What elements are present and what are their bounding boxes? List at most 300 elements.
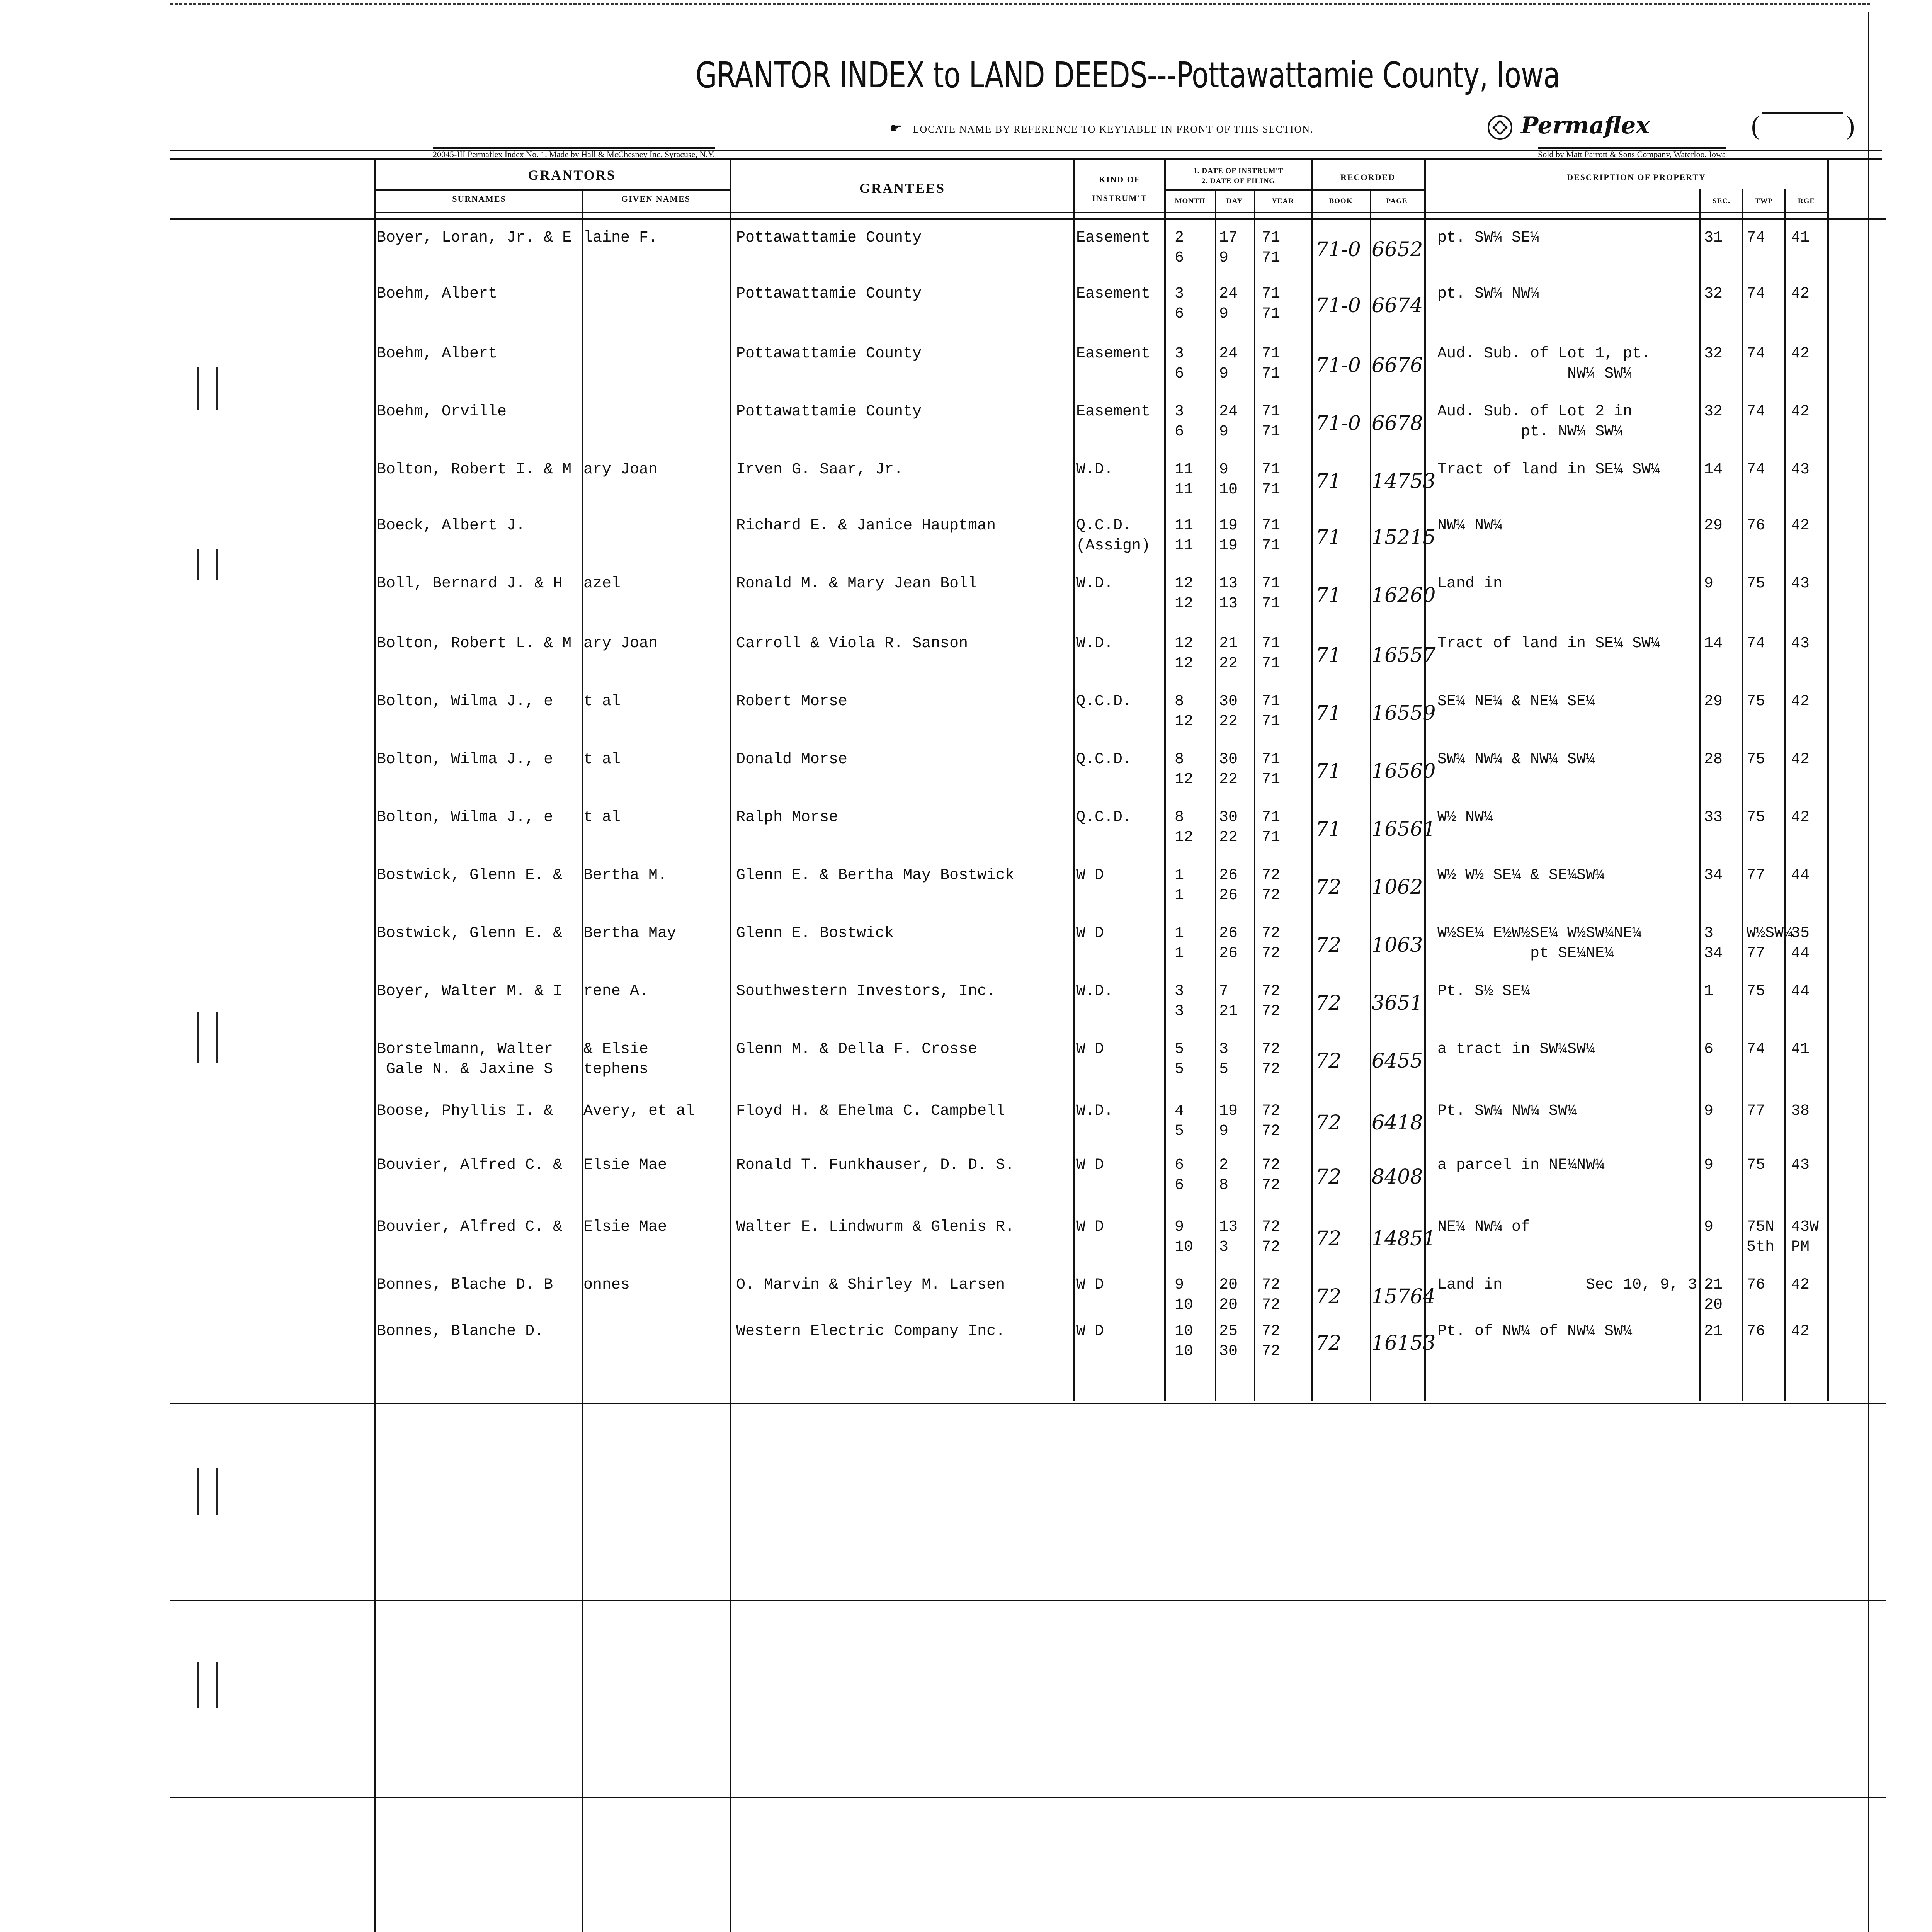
cell-grantee: Walter E. Lindwurm & Glenis R. xyxy=(736,1218,1015,1236)
cell-kind: W.D. xyxy=(1076,983,1114,1000)
cell-sec: 21 20 xyxy=(1704,1276,1723,1314)
cell-year: 71 71 xyxy=(1262,285,1281,323)
cell-surname: Borstelmann, Walter Gale N. & Jaxine S xyxy=(377,1041,553,1078)
cell-kind: Q.C.D. xyxy=(1076,809,1132,826)
cell-given: Elsie Mae xyxy=(583,1218,667,1236)
cell-page: 6678 xyxy=(1372,412,1423,435)
cell-kind: Q.C.D. xyxy=(1076,751,1132,768)
cell-book: 71-0 xyxy=(1316,412,1361,435)
cell-day: 21 22 xyxy=(1219,635,1238,672)
cell-year: 71 71 xyxy=(1262,229,1281,267)
cell-rge: 42 xyxy=(1791,809,1810,826)
table-row xyxy=(0,923,1932,981)
cell-month: 8 12 xyxy=(1175,809,1194,846)
cell-page: 6652 xyxy=(1372,238,1423,261)
table-row xyxy=(0,1039,1932,1097)
date-filing-header: 2. DATE OF FILING xyxy=(1201,177,1276,185)
locate-note-text: LOCATE NAME BY REFERENCE TO KEYTABLE IN FRONT OF THIS SECTION. xyxy=(913,124,1314,135)
cell-page: 16260 xyxy=(1372,584,1436,607)
cell-surname: Boehm, Albert xyxy=(377,285,498,303)
cell-given: Bertha M. xyxy=(583,867,667,884)
index-letter-box xyxy=(1762,112,1843,141)
printer-imprint: 20045-III Permaflex Index No. 1. Made by Hall & McChesney Inc. Syracuse, N.Y. xyxy=(433,147,715,161)
cell-page: 14851 xyxy=(1372,1227,1436,1250)
table-row xyxy=(0,866,1932,923)
cell-surname: Bolton, Wilma J., e xyxy=(377,693,553,710)
cell-book: 71 xyxy=(1316,644,1342,667)
cell-page: 1063 xyxy=(1372,934,1423,957)
cell-sec: 32 xyxy=(1704,345,1723,362)
cell-rge: 42 xyxy=(1791,1323,1810,1340)
cell-book: 71-0 xyxy=(1316,238,1361,261)
cell-surname: Bouvier, Alfred C. & xyxy=(377,1218,563,1236)
cell-kind: W.D. xyxy=(1076,635,1114,652)
cell-sec: 14 xyxy=(1704,461,1723,478)
cell-desc: Land in xyxy=(1437,575,1503,592)
cell-desc: a tract in SW¼SW¼ xyxy=(1437,1041,1595,1058)
cell-sec: 29 xyxy=(1704,693,1723,710)
cell-day: 20 20 xyxy=(1219,1276,1238,1314)
cell-book: 72 xyxy=(1316,992,1342,1015)
cell-month: 11 11 xyxy=(1175,517,1194,554)
cell-kind: W.D. xyxy=(1076,575,1114,592)
cell-surname: Boehm, Orville xyxy=(377,403,507,420)
cell-year: 72 72 xyxy=(1262,1323,1281,1360)
cell-page: 3651 xyxy=(1372,992,1423,1015)
cell-year: 71 71 xyxy=(1262,809,1281,846)
table-row xyxy=(0,1321,1932,1379)
cell-given: rene A. xyxy=(583,983,649,1000)
cell-day: 13 13 xyxy=(1219,575,1238,612)
cell-desc: NE¼ NW¼ of xyxy=(1437,1218,1531,1236)
cell-kind: Easement xyxy=(1076,229,1151,247)
cell-page: 14753 xyxy=(1372,470,1436,493)
cell-month: 9 10 xyxy=(1175,1276,1194,1314)
cell-book: 71 xyxy=(1316,526,1342,549)
pointing-hand-icon: ☛ xyxy=(889,121,901,136)
cell-twp: W½SW¼ 77 xyxy=(1747,925,1793,962)
table-row xyxy=(0,344,1932,402)
cell-rge: 42 xyxy=(1791,751,1810,768)
cell-rge: 42 xyxy=(1791,403,1810,420)
cell-desc: SW¼ NW¼ & NW¼ SW¼ xyxy=(1437,751,1595,768)
cell-book: 71 xyxy=(1316,470,1342,493)
cell-year: 72 72 xyxy=(1262,1156,1281,1194)
kind-of-header: KIND OF xyxy=(1099,175,1141,184)
table-row xyxy=(0,750,1932,808)
cell-grantee: Richard E. & Janice Hauptman xyxy=(736,517,996,534)
cell-sec: 14 xyxy=(1704,635,1723,652)
seller-imprint: Sold by Matt Parrott & Sons Company, Waterloo, Iowa xyxy=(1538,147,1726,161)
table-row xyxy=(0,284,1932,342)
cell-sec: 9 xyxy=(1704,1218,1714,1236)
cell-day: 26 26 xyxy=(1219,925,1238,962)
cell-year: 72 72 xyxy=(1262,1276,1281,1314)
cell-kind: Easement xyxy=(1076,285,1151,303)
cell-surname: Bolton, Wilma J., e xyxy=(377,809,553,826)
cell-day: 9 10 xyxy=(1219,461,1238,498)
cell-book: 71 xyxy=(1316,760,1342,783)
cell-book: 71 xyxy=(1316,702,1342,725)
page-title: GRANTOR INDEX to LAND DEEDS---Pottawattamie County, Iowa xyxy=(696,54,1560,96)
rge-header: RGE xyxy=(1798,197,1815,205)
cell-day: 19 9 xyxy=(1219,1102,1238,1140)
cell-month: 4 5 xyxy=(1175,1102,1184,1140)
cell-year: 71 71 xyxy=(1262,751,1281,788)
cell-given: laine F. xyxy=(583,229,658,247)
cell-day: 25 30 xyxy=(1219,1323,1238,1360)
cell-day: 30 22 xyxy=(1219,751,1238,788)
cell-month: 10 10 xyxy=(1175,1323,1194,1360)
cell-day: 2 8 xyxy=(1219,1156,1229,1194)
table-row xyxy=(0,1155,1932,1213)
cell-year: 71 71 xyxy=(1262,345,1281,383)
cell-year: 72 72 xyxy=(1262,925,1281,962)
cell-month: 12 12 xyxy=(1175,575,1194,612)
cell-surname: Bonnes, Blache D. B xyxy=(377,1276,553,1294)
cell-grantee: Donald Morse xyxy=(736,751,848,768)
cell-rge: 44 xyxy=(1791,983,1810,1000)
brand-logo xyxy=(1488,112,1650,140)
table-row xyxy=(0,1101,1932,1159)
month-header: MONTH xyxy=(1175,197,1206,205)
cell-grantee: Ronald M. & Mary Jean Boll xyxy=(736,575,978,592)
cell-page: 8408 xyxy=(1372,1165,1423,1189)
cell-surname: Bouvier, Alfred C. & xyxy=(377,1156,563,1174)
date-instrument-header: 1. DATE OF INSTRUM'T xyxy=(1193,167,1284,175)
cell-year: 72 72 xyxy=(1262,1041,1281,1078)
cell-twp: 74 xyxy=(1747,635,1765,652)
cell-twp: 75 xyxy=(1747,1156,1765,1174)
cell-rge: 41 xyxy=(1791,229,1810,247)
cell-kind: Easement xyxy=(1076,345,1151,362)
cell-sec: 31 xyxy=(1704,229,1723,247)
table-row xyxy=(0,516,1932,574)
cell-grantee: Ralph Morse xyxy=(736,809,838,826)
cell-book: 72 xyxy=(1316,1111,1342,1134)
cell-grantee: Pottawattamie County xyxy=(736,345,922,362)
cell-sec: 34 xyxy=(1704,867,1723,884)
cell-rge: 38 xyxy=(1791,1102,1810,1120)
cell-sec: 9 xyxy=(1704,1156,1714,1174)
cell-day: 17 9 xyxy=(1219,229,1238,267)
cell-surname: Boose, Phyllis I. & xyxy=(377,1102,553,1120)
cell-twp: 74 xyxy=(1747,1041,1765,1058)
book-header: BOOK xyxy=(1329,197,1353,205)
cell-day: 24 9 xyxy=(1219,403,1238,440)
cell-surname: Boll, Bernard J. & H xyxy=(377,575,563,592)
cell-twp: 74 xyxy=(1747,229,1765,247)
table-row xyxy=(0,981,1932,1039)
cell-desc: W½ W½ SE¼ & SE¼SW¼ xyxy=(1437,867,1605,884)
cell-book: 72 xyxy=(1316,1227,1342,1250)
cell-kind: W.D. xyxy=(1076,1102,1114,1120)
cell-page: 6455 xyxy=(1372,1049,1423,1073)
cell-twp: 76 xyxy=(1747,1323,1765,1340)
cell-month: 5 5 xyxy=(1175,1041,1184,1078)
cell-twp: 74 xyxy=(1747,461,1765,478)
cell-surname: Boyer, Loran, Jr. & E xyxy=(377,229,572,247)
cell-grantee: Glenn M. & Della F. Crosse xyxy=(736,1041,978,1058)
cell-grantee: Western Electric Company Inc. xyxy=(736,1323,1005,1340)
cell-given: & Elsie tephens xyxy=(583,1041,649,1078)
cell-desc: NW¼ NW¼ xyxy=(1437,517,1503,534)
cell-kind: W D xyxy=(1076,1323,1104,1340)
cell-twp: 75 xyxy=(1747,983,1765,1000)
cell-month: 8 12 xyxy=(1175,751,1194,788)
cell-grantee: Glenn E. & Bertha May Bostwick xyxy=(736,867,1015,884)
cell-sec: 1 xyxy=(1704,983,1714,1000)
cell-year: 72 72 xyxy=(1262,983,1281,1020)
cell-grantee: Southwestern Investors, Inc. xyxy=(736,983,996,1000)
cell-grantee: Ronald T. Funkhauser, D. D. S. xyxy=(736,1156,1015,1174)
sec-header: SEC. xyxy=(1713,197,1730,205)
cell-month: 3 6 xyxy=(1175,285,1184,323)
cell-year: 71 71 xyxy=(1262,403,1281,440)
cell-desc: pt. SW¼ NW¼ xyxy=(1437,285,1540,303)
cell-rge: 43W PM xyxy=(1791,1218,1819,1256)
cell-month: 1 1 xyxy=(1175,867,1184,904)
cell-surname: Bolton, Wilma J., e xyxy=(377,751,553,768)
cell-year: 71 71 xyxy=(1262,575,1281,612)
cell-grantee: O. Marvin & Shirley M. Larsen xyxy=(736,1276,1005,1294)
cell-grantee: Robert Morse xyxy=(736,693,848,710)
cell-year: 71 71 xyxy=(1262,461,1281,498)
cell-grantee: Floyd H. & Ehelma C. Campbell xyxy=(736,1102,1005,1120)
cell-desc: W½SE¼ E½W½SE¼ W½SW¼NE¼ pt SE¼NE¼ xyxy=(1437,925,1642,962)
cell-book: 72 xyxy=(1316,1285,1342,1308)
table-row xyxy=(0,692,1932,750)
cell-grantee: Pottawattamie County xyxy=(736,285,922,303)
cell-rge: 41 xyxy=(1791,1041,1810,1058)
cell-month: 2 6 xyxy=(1175,229,1184,267)
page-header: PAGE xyxy=(1386,197,1408,205)
cell-day: 26 26 xyxy=(1219,867,1238,904)
surnames-header: SURNAMES xyxy=(452,194,506,204)
given-names-header: GIVEN NAMES xyxy=(621,194,691,204)
cell-kind: W D xyxy=(1076,1218,1104,1236)
cell-twp: 77 xyxy=(1747,867,1765,884)
cell-book: 72 xyxy=(1316,1165,1342,1189)
cell-desc: Pt. SW¼ NW¼ SW¼ xyxy=(1437,1102,1577,1120)
cell-given: t al xyxy=(583,693,621,710)
cell-page: 1062 xyxy=(1372,876,1423,899)
year-header: YEAR xyxy=(1272,197,1294,205)
grantees-header: GRANTEES xyxy=(859,180,946,196)
table-row xyxy=(0,402,1932,460)
cell-rge: 43 xyxy=(1791,461,1810,478)
cell-grantee: Pottawattamie County xyxy=(736,403,922,420)
cell-year: 72 72 xyxy=(1262,1102,1281,1140)
table-row xyxy=(0,1217,1932,1275)
cell-surname: Bolton, Robert L. & M xyxy=(377,635,572,652)
cell-twp: 75 xyxy=(1747,693,1765,710)
cell-book: 71-0 xyxy=(1316,294,1361,317)
cell-page: 16559 xyxy=(1372,702,1436,725)
cell-sec: 21 xyxy=(1704,1323,1723,1340)
cell-book: 72 xyxy=(1316,1049,1342,1073)
cell-desc: Aud. Sub. of Lot 1, pt. NW¼ SW¼ xyxy=(1437,345,1651,383)
cell-twp: 77 xyxy=(1747,1102,1765,1120)
cell-twp: 75N 5th xyxy=(1747,1218,1775,1256)
cell-twp: 75 xyxy=(1747,751,1765,768)
cell-page: 15764 xyxy=(1372,1285,1436,1308)
cell-year: 72 72 xyxy=(1262,1218,1281,1256)
cell-kind: W D xyxy=(1076,1276,1104,1294)
cell-desc: Aud. Sub. of Lot 2 in pt. NW¼ SW¼ xyxy=(1437,403,1633,440)
table-row xyxy=(0,228,1932,286)
day-header: DAY xyxy=(1226,197,1243,205)
cell-kind: W D xyxy=(1076,867,1104,884)
cell-year: 71 71 xyxy=(1262,517,1281,554)
cell-rge: 44 xyxy=(1791,867,1810,884)
cell-day: 13 3 xyxy=(1219,1218,1238,1256)
cell-book: 72 xyxy=(1316,934,1342,957)
cell-desc: Pt. of NW¼ of NW¼ SW¼ xyxy=(1437,1323,1633,1340)
cell-desc: Land in Sec 10, 9, 3 xyxy=(1437,1276,1697,1294)
cell-twp: 74 xyxy=(1747,403,1765,420)
cell-kind: W D xyxy=(1076,1041,1104,1058)
cell-day: 3 5 xyxy=(1219,1041,1229,1078)
cell-given: onnes xyxy=(583,1276,630,1294)
cell-month: 1 1 xyxy=(1175,925,1184,962)
cell-desc: a parcel in NE¼NW¼ xyxy=(1437,1156,1605,1174)
cell-surname: Bonnes, Blanche D. xyxy=(377,1323,544,1340)
cell-page: 6674 xyxy=(1372,294,1423,317)
instrument-header: INSTRUM'T xyxy=(1092,193,1147,203)
cell-kind: Q.C.D. (Assign) xyxy=(1076,517,1151,554)
cell-month: 12 12 xyxy=(1175,635,1194,672)
description-header: DESCRIPTION OF PROPERTY xyxy=(1567,172,1706,182)
cell-page: 6676 xyxy=(1372,354,1423,377)
cell-book: 71-0 xyxy=(1316,354,1361,377)
cell-kind: W D xyxy=(1076,1156,1104,1174)
cell-desc: Tract of land in SE¼ SW¼ xyxy=(1437,635,1660,652)
cell-book: 72 xyxy=(1316,876,1342,899)
cell-page: 16153 xyxy=(1372,1332,1436,1355)
cell-sec: 32 xyxy=(1704,403,1723,420)
cell-day: 24 9 xyxy=(1219,345,1238,383)
cell-month: 3 6 xyxy=(1175,345,1184,383)
cell-year: 71 71 xyxy=(1262,635,1281,672)
cell-page: 16560 xyxy=(1372,760,1436,783)
table-row xyxy=(0,808,1932,866)
cell-given: Avery, et al xyxy=(583,1102,695,1120)
cell-sec: 28 xyxy=(1704,751,1723,768)
locate-note xyxy=(889,121,1314,136)
cell-grantee: Glenn E. Bostwick xyxy=(736,925,894,942)
cell-twp: 76 xyxy=(1747,1276,1765,1294)
cell-page: 6418 xyxy=(1372,1111,1423,1134)
cell-day: 30 22 xyxy=(1219,693,1238,730)
cell-kind: Easement xyxy=(1076,403,1151,420)
cell-month: 3 3 xyxy=(1175,983,1184,1020)
cell-surname: Boehm, Albert xyxy=(377,345,498,362)
cell-surname: Bostwick, Glenn E. & xyxy=(377,867,563,884)
cell-surname: Boyer, Walter M. & I xyxy=(377,983,563,1000)
cell-twp: 74 xyxy=(1747,345,1765,362)
cell-given: Elsie Mae xyxy=(583,1156,667,1174)
cell-given: ary Joan xyxy=(583,635,658,652)
cell-day: 24 9 xyxy=(1219,285,1238,323)
cell-kind: W.D. xyxy=(1076,461,1114,478)
cell-month: 11 11 xyxy=(1175,461,1194,498)
cell-given: ary Joan xyxy=(583,461,658,478)
cell-rge: 43 xyxy=(1791,575,1810,592)
recorded-header: RECORDED xyxy=(1340,172,1395,182)
brand-name: Permaflex xyxy=(1521,112,1650,139)
cell-sec: 3 34 xyxy=(1704,925,1723,962)
cell-book: 71 xyxy=(1316,818,1342,841)
cell-twp: 75 xyxy=(1747,809,1765,826)
cell-day: 30 22 xyxy=(1219,809,1238,846)
cell-surname: Bostwick, Glenn E. & xyxy=(377,925,563,942)
cell-desc: Tract of land in SE¼ SW¼ xyxy=(1437,461,1660,478)
cell-month: 9 10 xyxy=(1175,1218,1194,1256)
cell-surname: Boeck, Albert J. xyxy=(377,517,526,534)
cell-twp: 75 xyxy=(1747,575,1765,592)
seal-icon xyxy=(1488,115,1512,140)
cell-page: 16557 xyxy=(1372,644,1436,667)
table-row xyxy=(0,634,1932,692)
cell-rge: 35 44 xyxy=(1791,925,1810,962)
cell-given: t al xyxy=(583,751,621,768)
cell-page: 15215 xyxy=(1372,526,1436,549)
cell-desc: Pt. S½ SE¼ xyxy=(1437,983,1531,1000)
cell-day: 7 21 xyxy=(1219,983,1238,1020)
cell-book: 72 xyxy=(1316,1332,1342,1355)
cell-rge: 42 xyxy=(1791,517,1810,534)
cell-kind: W D xyxy=(1076,925,1104,942)
cell-rge: 43 xyxy=(1791,1156,1810,1174)
cell-rge: 42 xyxy=(1791,345,1810,362)
cell-given: t al xyxy=(583,809,621,826)
top-dashed-rule xyxy=(170,3,1870,5)
cell-year: 72 72 xyxy=(1262,867,1281,904)
cell-sec: 6 xyxy=(1704,1041,1714,1058)
cell-twp: 76 xyxy=(1747,517,1765,534)
cell-sec: 29 xyxy=(1704,517,1723,534)
cell-given: azel xyxy=(583,575,621,592)
cell-rge: 42 xyxy=(1791,285,1810,303)
cell-desc: SE¼ NE¼ & NE¼ SE¼ xyxy=(1437,693,1595,710)
cell-year: 71 71 xyxy=(1262,693,1281,730)
cell-rge: 43 xyxy=(1791,635,1810,652)
table-row xyxy=(0,460,1932,518)
cell-surname: Bolton, Robert I. & M xyxy=(377,461,572,478)
cell-book: 71 xyxy=(1316,584,1342,607)
cell-sec: 33 xyxy=(1704,809,1723,826)
table-row xyxy=(0,574,1932,632)
cell-kind: Q.C.D. xyxy=(1076,693,1132,710)
cell-day: 19 19 xyxy=(1219,517,1238,554)
cell-given: Bertha May xyxy=(583,925,677,942)
cell-rge: 42 xyxy=(1791,1276,1810,1294)
twp-header: TWP xyxy=(1755,197,1773,205)
grantors-header: GRANTORS xyxy=(528,167,616,183)
cell-month: 3 6 xyxy=(1175,403,1184,440)
cell-rge: 42 xyxy=(1791,693,1810,710)
cell-grantee: Carroll & Viola R. Sanson xyxy=(736,635,968,652)
cell-grantee: Irven G. Saar, Jr. xyxy=(736,461,903,478)
cell-sec: 9 xyxy=(1704,1102,1714,1120)
cell-sec: 32 xyxy=(1704,285,1723,303)
cell-month: 6 6 xyxy=(1175,1156,1184,1194)
cell-desc: pt. SW¼ SE¼ xyxy=(1437,229,1540,247)
cell-page: 16561 xyxy=(1372,818,1436,841)
cell-month: 8 12 xyxy=(1175,693,1194,730)
cell-grantee: Pottawattamie County xyxy=(736,229,922,247)
